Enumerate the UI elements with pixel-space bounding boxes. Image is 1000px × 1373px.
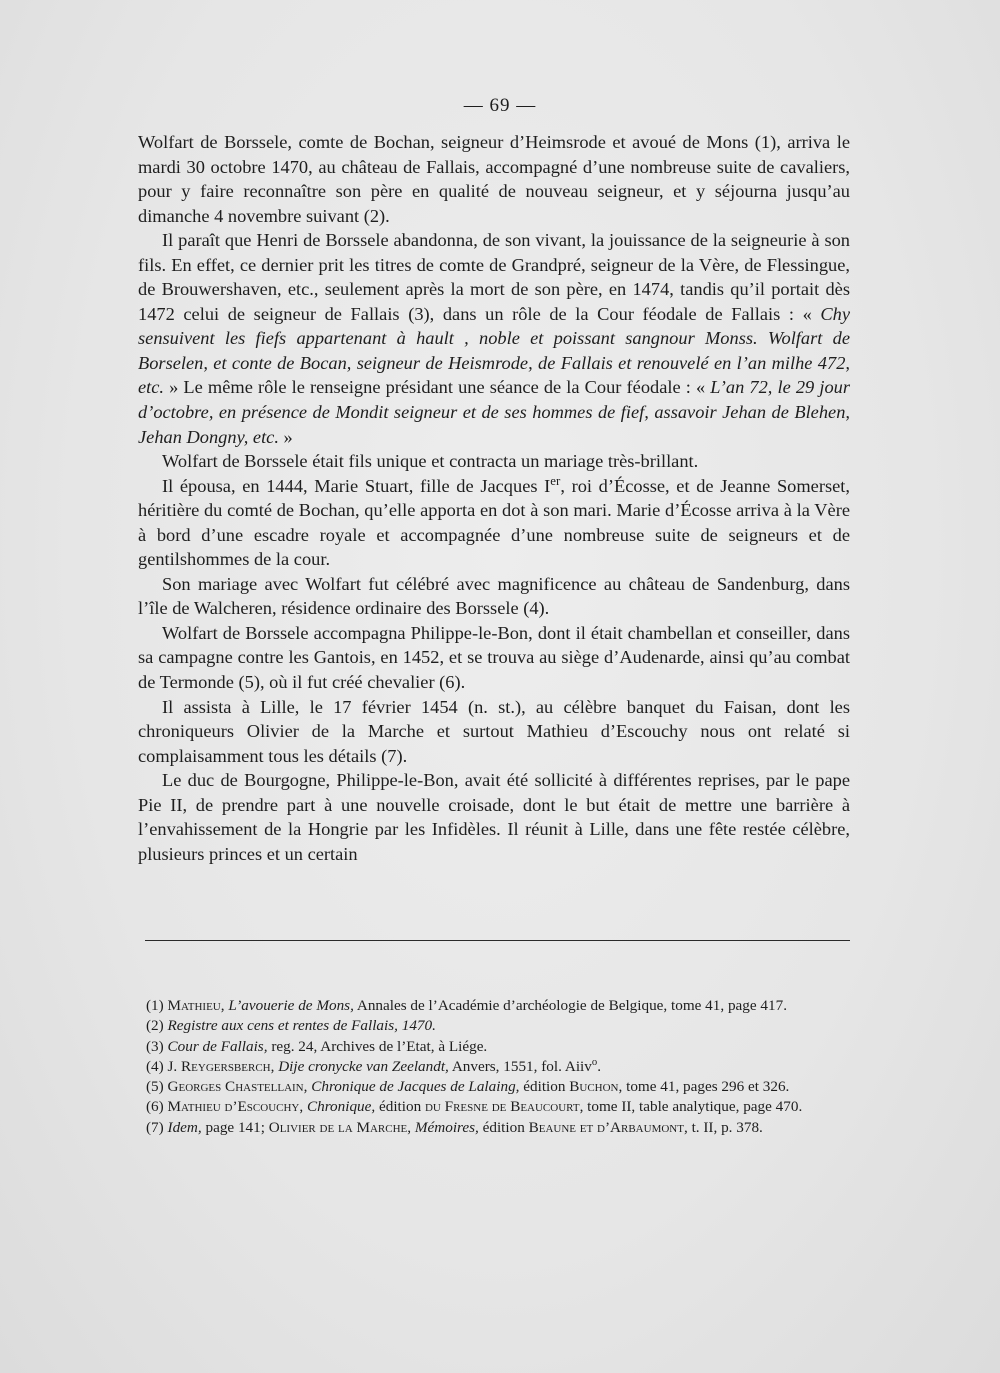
superscript: er <box>550 473 561 488</box>
paragraph-text: Wolfart de Borssele accompagna Philippe-le-Bon, dont il était chambellan et conseiller, dans sa campagne contre les Gantois, en 1452, et se trouva au siège d’Audenarde, ainsi qu’au combat de Termonde (5), où il fut créé chevalier (6). <box>138 622 850 693</box>
footnote-author: J. Reygersberch, <box>167 1057 275 1075</box>
footnote-author: Olivier de la Marche, <box>268 1118 412 1136</box>
paragraph-text: Wolfart de Borssele était fils unique et contracta un mariage très-brillant. <box>162 451 699 472</box>
footnote-number: (1) <box>146 997 164 1014</box>
paragraph-text: , roi d’Écosse, et de Jeanne Somerset, héritière du comté de Bochan, qu’elle apporta en dot à son mari. Marie d’Écosse arriva à la Vère à bord d’une escadre royale et accompagnée d’une nombreuse suite de seigneurs et de gentilshommes de la cour. <box>138 475 850 570</box>
paragraph <box>138 768 850 866</box>
paragraph-text: Wolfart de Borssele, comte de Bochan, seigneur d’Heimsrode et avoué de Mons (1), arriva le mardi 30 octobre 1470, au château de Fallais, accompagné d’une nombreuse suite de cavaliers, pour y faire reconnaître son père en qualité de nouveau seigneur, et y séjourna jusqu’au dimanche 4 novembre suivant (2). <box>138 132 850 226</box>
footnote-author: Mathieu, <box>167 997 225 1014</box>
footnote-7 <box>146 1118 850 1138</box>
footnote-number: (2) <box>146 1017 164 1035</box>
footnote-6 <box>146 1097 850 1117</box>
paragraph <box>138 572 850 621</box>
footnote-number: (7) <box>146 1118 164 1136</box>
footnote-text: , tome 41, pages 296 et 326. <box>618 1078 790 1096</box>
footnote-text: page 141; <box>201 1118 269 1136</box>
quotation-italic: L’an 72, le 29 jour d’octobre, en présence de Mondit seigneur et de ses hommes de fief, assavoir Jehan de Blehen, Jehan Dongny, etc. <box>138 377 851 447</box>
footnote-text: , t. II, p. 378. <box>683 1118 763 1136</box>
paragraph-text: Il paraît que Henri de Borssele abandonna, de son vivant, la jouissance de la seigneurie à son fils. En effet, ce dernier prit les titres de comte de Grandpré, seigneur de la Vère, de Flessingue, de Brouwershaven, etc., seulement après la mort de son père, en 1474, tandis qu’il portait dès 1472 celui de seigneur de Fallais (3), dans un rôle de la Cour féodale de Fallais : « <box>138 230 850 324</box>
footnote-author: Mathieu d’Escouchy, <box>167 1098 304 1116</box>
quotation-italic: Chy sensuivent les fiefs appartenant à hault , noble et poissant sangnour Monss. Wolfart de Borselen, et conte de Bocan, seigneur de Heismrode, de Fallais et renouvelé en l’an milhe 472, etc. <box>138 303 850 398</box>
footnote-title: Dije cronycke van Zeelandt, <box>278 1057 449 1075</box>
paragraph <box>138 621 850 695</box>
footnote-number: (3) <box>146 1037 164 1055</box>
paragraph-text: Il assista à Lille, le 17 février 1454 (n. st.), au célèbre banquet du Faisan, dont les chroniqueurs Olivier de la Marche et surtout Mathieu d’Escouchy nous ont relaté si complaisamment tous les détails (7). <box>138 696 850 766</box>
footnote-number: (4) <box>146 1057 164 1075</box>
footnote-editor: Buchon <box>569 1078 619 1096</box>
footnote-editor: Beaune et d’Arbaumont <box>528 1118 684 1136</box>
paragraph <box>138 449 850 474</box>
footnote-title: L’avouerie de Mons, <box>228 997 354 1014</box>
paragraph-text: Il épousa, en 1444, Marie Stuart, fille de Jacques I <box>162 475 551 496</box>
footnote-5 <box>146 1077 850 1097</box>
footnote-4 <box>146 1057 850 1077</box>
paragraph <box>138 228 850 449</box>
paragraph <box>138 130 850 228</box>
footnote-title: Registre aux cens et rentes de Fallais, 1470. <box>167 1017 436 1035</box>
footnote-title: Chronique, <box>306 1098 376 1116</box>
footnote-number: (5) <box>146 1078 164 1096</box>
footnote-rule <box>145 940 850 941</box>
main-text <box>138 130 850 866</box>
footnote-text: . <box>597 1057 601 1075</box>
footnote-text: édition <box>519 1078 570 1096</box>
paragraph-text: Le duc de Bourgogne, Philippe-le-Bon, avait été sollicité à différentes reprises, par le pape Pie II, de prendre part à une nouvelle croisade, dont le but était de mettre une barrière à l’envahissement de la Hongrie par les Infidèles. Il réunit à Lille, dans une fête restée célèbre, plusieurs princes et un certain <box>138 770 850 864</box>
footnote-title: Cour de Fallais, <box>167 1037 268 1055</box>
footnote-author: Georges Chastellain, <box>167 1078 308 1096</box>
footnote-title: Chronique de Jacques de Lalaing, <box>311 1078 520 1096</box>
footnote-text: Annales de l’Académie d’archéologie de Belgique, tome 41, page 417. <box>353 997 788 1014</box>
paragraph-text: » Le même rôle le renseigne présidant une séance de la Cour féodale : « <box>164 377 711 398</box>
paragraph <box>138 695 850 769</box>
footnote-title: Mémoires, <box>414 1118 479 1136</box>
footnote-1 <box>146 996 850 1016</box>
paragraph-text: Son mariage avec Wolfart fut célébré avec magnificence au château de Sandenburg, dans l’île de Walcheren, résidence ordinaire des Borssele (4). <box>138 573 850 619</box>
footnote-text: édition <box>375 1098 425 1116</box>
footnote-text: édition <box>478 1118 529 1136</box>
footnote-text: , tome II, table analytique, page 470. <box>579 1098 803 1116</box>
page-number: — 69 — <box>463 95 537 116</box>
footnote-title: Idem, <box>167 1118 202 1136</box>
footnotes <box>146 996 850 1138</box>
footnote-editor: du Fresne de Beaucourt <box>424 1098 580 1116</box>
footnote-number: (6) <box>146 1098 164 1116</box>
footnote-2 <box>146 1016 850 1036</box>
footnote-text: Anvers, 1551, fol. Aiiv <box>448 1057 592 1075</box>
paragraph <box>138 474 850 572</box>
superscript: o <box>591 1056 598 1068</box>
footnote-text: reg. 24, Archives de l’Etat, à Liége. <box>267 1037 488 1055</box>
paragraph-text: » <box>278 426 293 447</box>
footnote-3 <box>146 1037 850 1057</box>
